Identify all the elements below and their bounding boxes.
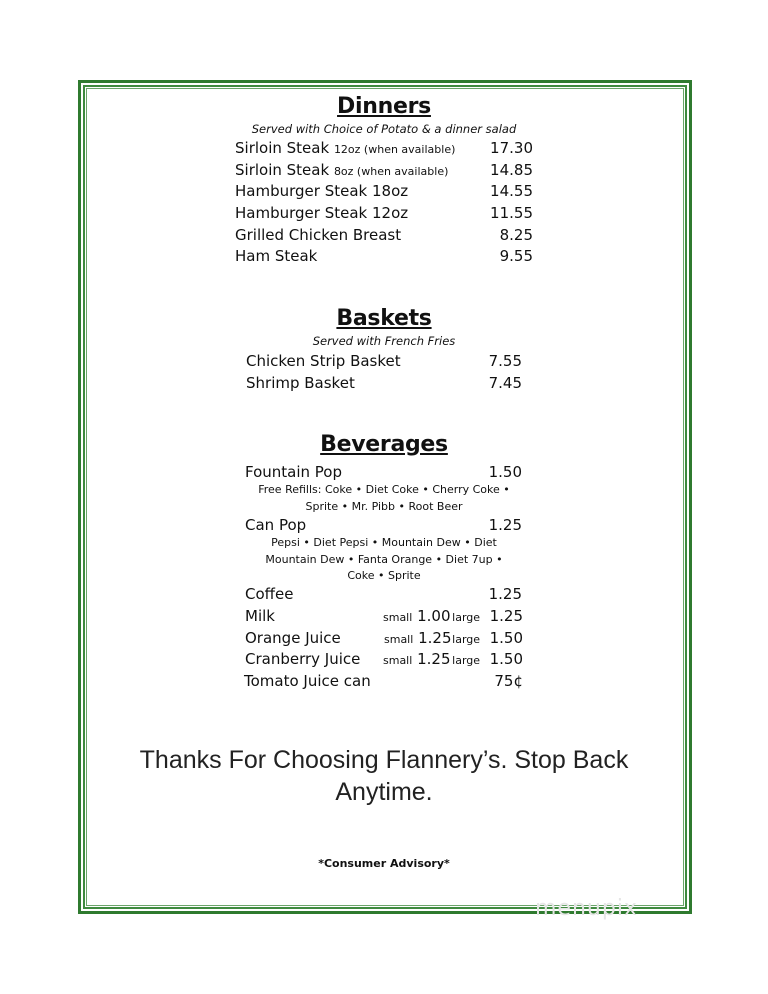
size-label: large [452,654,481,667]
item-price: 1.25 [488,585,522,603]
item-price: 1.50 [488,463,522,481]
large-price: 1.25 [489,607,523,625]
fountain-pop-flavors [240,482,528,515]
thanks-message [0,744,768,808]
baskets-title: Baskets [336,306,432,331]
item-name: Chicken Strip Basket [246,352,401,370]
item-price: 17.30 [490,139,533,157]
small-price: 1.00 [417,607,451,625]
consumer-advisory: *Consumer Advisory* [318,857,450,870]
item-name: Hamburger Steak 18oz [235,182,409,200]
item-name: Sirloin Steak [235,139,330,157]
item-name: Ham Steak [235,247,318,265]
watermark: menupix [535,896,638,921]
large-price: 1.50 [489,629,523,647]
item-price: 75¢ [494,672,523,690]
item-name: Can Pop [245,516,307,534]
can-pop-flavors [240,535,528,585]
item-price: 11.55 [490,204,533,222]
note-line: Sprite • Mr. Pibb • Root Beer [305,499,463,513]
size-label: small [384,633,414,646]
small-price: 1.25 [418,629,452,647]
note-line: Mountain Dew • Fanta Orange • Diet 7up • [265,552,503,566]
item-name: Shrimp Basket [246,374,355,392]
size-label: small [383,654,413,667]
item-name: Sirloin Steak [235,161,330,179]
size-label: large [452,633,481,646]
note-line: Free Refills: Coke • Diet Coke • Cherry Coke • [258,483,510,496]
item-price: 1.25 [488,516,522,534]
item-price: 7.45 [488,374,522,392]
item-name: Coffee [245,585,294,603]
item-price: 7.55 [488,352,522,370]
item-name: Fountain Pop [245,463,343,481]
dinners-subtitle: Served with Choice of Potato & a dinner salad [251,122,517,136]
item-price: 14.85 [490,161,533,179]
dinners-title: Dinners [337,94,431,119]
note-line: Coke • Sprite [347,569,421,582]
item-price: 14.55 [490,182,533,200]
item-name: Cranberry Juice [245,650,361,668]
item-price: 9.55 [499,247,533,265]
size-label: large [452,611,481,624]
item-name: Tomato Juice can [244,672,371,690]
note-line: Pepsi • Diet Pepsi • Mountain Dew • Diet [271,536,497,549]
item-name: Orange Juice [245,629,341,647]
thanks-line: Thanks For Choosing Flannery’s. Stop Back [139,746,629,774]
size-label: small [383,611,413,624]
beverages-title: Beverages [320,432,448,457]
large-price: 1.50 [489,650,523,668]
item-name: Hamburger Steak 12oz [235,204,409,222]
item-detail: 12oz (when available) [333,143,456,156]
item-name: Milk [245,607,275,625]
item-price: 8.25 [499,226,533,244]
thanks-line: Anytime. [335,778,433,806]
item-name: Grilled Chicken Breast [235,226,402,244]
item-detail: 8oz (when available) [333,165,449,178]
baskets-subtitle: Served with French Fries [312,334,456,348]
small-price: 1.25 [417,650,451,668]
